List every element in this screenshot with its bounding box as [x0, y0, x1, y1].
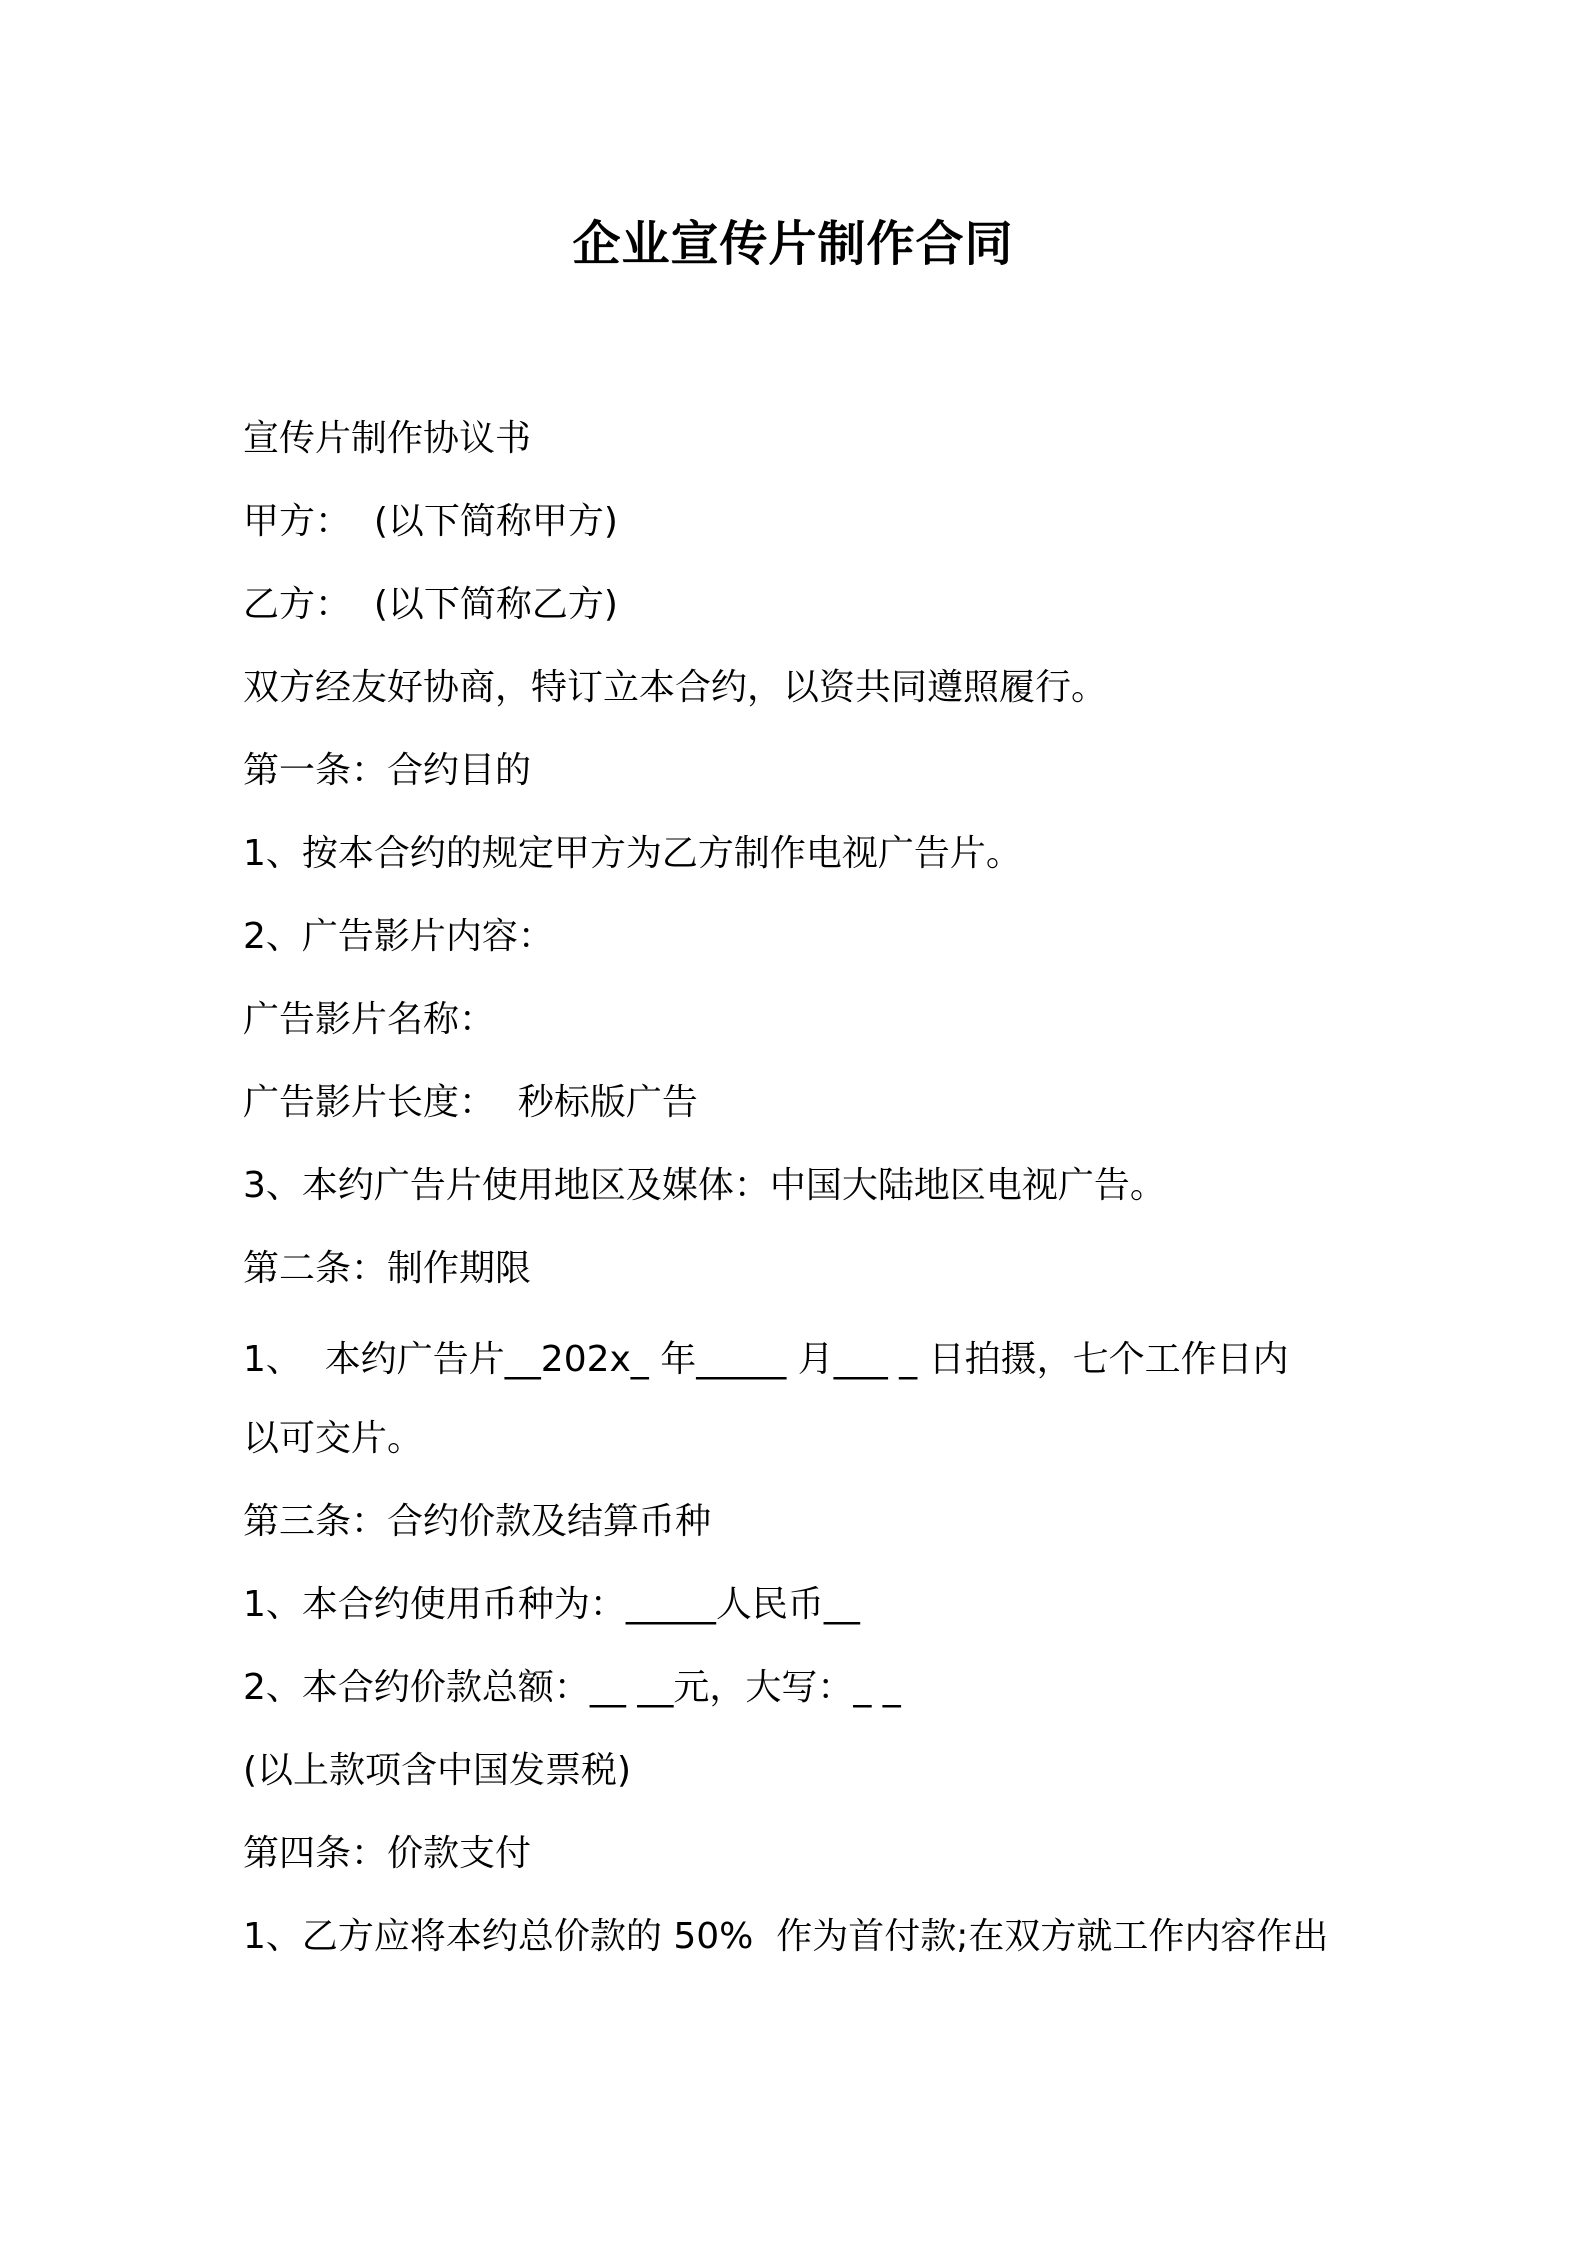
tax-note-line: (以上款项含中国发票税): [243, 1750, 632, 1791]
party-b-line: 乙方： (以下简称乙方): [243, 584, 618, 625]
preamble-line: 双方经友好协商，特订立本合约，以资共同遵照履行。: [243, 667, 1108, 708]
article-2-item-1: 1、 本约广告片__202x_ 年_____ 月___ _ 日拍摄，七个工作日内: [243, 1339, 1289, 1380]
agreement-heading: 宣传片制作协议书: [243, 418, 532, 459]
document-title: 企业宣传片制作合同: [572, 216, 1014, 272]
article-4-heading: 第四条：价款支付: [243, 1833, 532, 1874]
article-1-item-2: 2、广告影片内容：: [243, 916, 554, 957]
article-2-item-1-continued: 以可交片。: [243, 1418, 424, 1459]
article-4-item-1: 1、乙方应将本约总价款的 50% 作为首付款;在双方就工作内容作出: [243, 1916, 1329, 1957]
article-2-heading: 第二条：制作期限: [243, 1248, 532, 1289]
party-a-line: 甲方： (以下简称甲方): [243, 501, 618, 542]
article-1-item-3: 3、本约广告片使用地区及媒体：中国大陆地区电视广告。: [243, 1165, 1166, 1206]
article-3-item-1: 1、本合约使用币种为：_____人民币__: [243, 1584, 860, 1625]
article-1-heading: 第一条：合约目的: [243, 750, 532, 791]
article-3-item-2: 2、本合约价款总额：__ __元，大写：_ _: [243, 1667, 901, 1708]
ad-film-length-line: 广告影片长度： 秒标版广告: [243, 1082, 698, 1123]
article-1-item-1: 1、按本合约的规定甲方为乙方制作电视广告片。: [243, 833, 1022, 874]
article-3-heading: 第三条：合约价款及结算币种: [243, 1501, 712, 1542]
ad-film-name-line: 广告影片名称：: [243, 999, 496, 1040]
